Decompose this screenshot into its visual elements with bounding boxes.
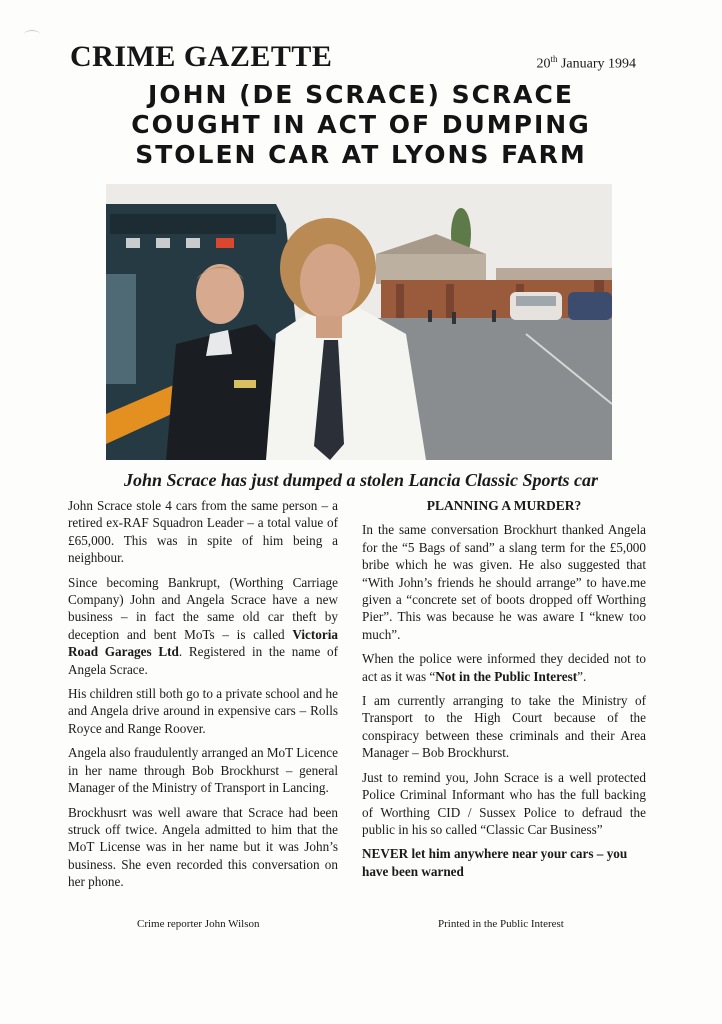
left-paragraph-4: Angela also fraudulently arranged an MoT Licence in her name through Bob Brockhurst – general Manager of the Ministry of Transport in Lancing. bbox=[68, 745, 338, 796]
headline-line-3: STOLEN CAR AT LYONS FARM bbox=[135, 140, 587, 169]
date-rest: January 1994 bbox=[557, 56, 636, 72]
right-paragraph-2 bbox=[362, 650, 646, 685]
left-paragraph-2-end: . Registered in the name of Angela Scrace. bbox=[68, 644, 338, 677]
left-paragraph-3: His children still both go to a private school and he and Angela drive around in expensive cars – Rolls Royce and Range Roover. bbox=[68, 686, 338, 736]
right-column bbox=[362, 497, 646, 887]
company-name: Victoria Road Garages Ltd bbox=[68, 626, 338, 660]
public-interest-phrase: Not in the Public Interest bbox=[435, 668, 578, 684]
left-paragraph-2-start: Since becoming Bankrupt, (Worthing Carriage Company) John and Angela Scrace have a new business – in fact the same old car theft by deception and bent MoTs – is called bbox=[68, 574, 338, 642]
warning-text: NEVER let him anywhere near your cars – you have been warned bbox=[362, 846, 628, 879]
left-paragraph-1: John Scrace stole 4 cars from the same person – a retired ex-RAF Squadron Leader – a total value of £65,000. This was in spite of him being a neighbour. bbox=[68, 498, 338, 566]
headline bbox=[0, 80, 722, 170]
right-paragraph-1: In the same conversation Brockhurt thanked Angela for the “5 Bags of sand” a slang term for the £5,000 bribe which he was given. He also suggested that “With John’s friends he should arrange” to have.me given a “concrete set of boots dropped off Worthing Pier”. This was because he was aware I “knew too much”. bbox=[362, 522, 646, 642]
issue-date bbox=[536, 54, 636, 73]
right-paragraph-4: Just to remind you, John Scrace is a well protected Police Criminal Informant who has the full backing of Worthing CID / Sussex Police to defraud the public in his so called “Classic Car Business” bbox=[362, 769, 646, 837]
scan-mark-icon bbox=[24, 30, 40, 39]
left-paragraph-2 bbox=[68, 574, 338, 678]
section-heading: PLANNING A MURDER? bbox=[426, 498, 582, 513]
right-paragraph-2-start: When the police were informed they decided not to act as it was “ bbox=[362, 651, 646, 684]
right-paragraph-2-end: ”. bbox=[577, 668, 587, 684]
reporter-credit: Crime reporter John Wilson bbox=[137, 918, 260, 930]
printed-note: Printed in the Public Interest bbox=[438, 918, 564, 930]
right-paragraph-3: I am currently arranging to take the Ministry of Transport to the High Court because of the conspiracy between these criminals and their Area Manager – Bob Brockhurst. bbox=[362, 693, 646, 761]
masthead: CRIME GAZETTE bbox=[70, 40, 333, 73]
left-column bbox=[68, 497, 338, 898]
photo-illustration bbox=[106, 184, 612, 460]
photo-caption: John Scrace has just dumped a stolen Lancia Classic Sports car bbox=[123, 470, 599, 490]
headline-line-1: JOHN (DE SCRACE) SCRACE bbox=[148, 80, 574, 109]
news-photo bbox=[106, 184, 612, 460]
date-suffix: th bbox=[550, 54, 558, 64]
left-paragraph-5: Brockhusrt was well aware that Scrace had been struck off twice. Angela admitted to him that the MoT License was in her name but it was John’s business. She even recorded this conversation on her phone. bbox=[68, 804, 338, 890]
date-day: 20 bbox=[536, 56, 551, 72]
headline-line-2: COUGHT IN ACT OF DUMPING bbox=[131, 110, 591, 139]
